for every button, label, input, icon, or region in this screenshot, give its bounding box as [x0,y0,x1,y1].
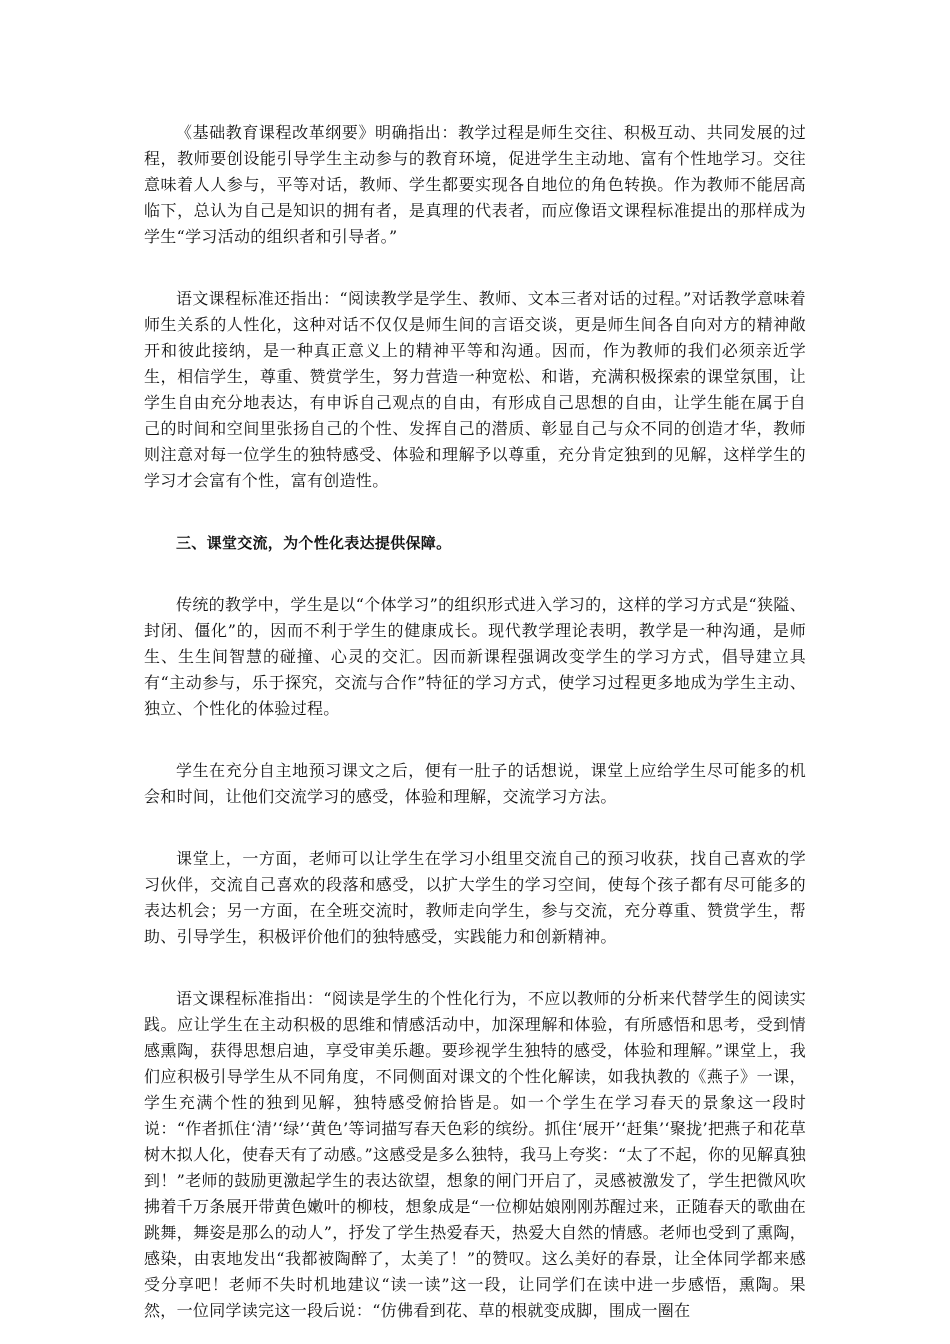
section-heading: 三、课堂交流，为个性化表达提供保障。 [176,534,452,552]
paragraph-curriculum-outline: 《基础教育课程改革纲要》明确指出：教学过程是师生交往、积极互动、共同发展的过程，教师要创设能引导学生主动参与的教育环境，促进学生主动地、富有个性地学习。交往意味着人人参与，平等对话，教师、学生都要实现各自地位的角色转换。作为教师不能居高临下，总认为自己是知识的拥有者，是真理的代表者，而应像语文课程标准提出的那样成为学生“学习活动的组织者和引导者。” [144,123,806,246]
paragraph-preview-exchange: 学生在充分自主地预习课文之后，便有一肚子的话想说，课堂上应给学生尽可能多的机会和时间，让他们交流学习的感受，体验和理解，交流学习方法。 [144,761,806,806]
paragraph-personalized-reading: 语文课程标准指出：“阅读是学生的个性化行为，不应以教师的分析来代替学生的阅读实践。应让学生在主动积极的思维和情感活动中，加深理解和体验，有所感悟和思考，受到情感熏陶，获得思想启迪，享受审美乐趣。要珍视学生独特的感受，体验和理解。”课堂上，我们应积极引导学生从不同角度，不同侧面对课文的个性化解读，如我执教的《燕子》一课，学生充满个性的独到见解，独特感受俯拾皆是。如一个学生在学习春天的景象这一段时说：“作者抓住‘清’‘绿’‘黄色’等词描写春天色彩的缤纷。抓住‘展开’‘赶集’‘聚拢’把燕子和花草树木拟人化，使春天有了动感。”这感受是多么独特，我马上夸奖：“太了不起，你的见解真独到！”老师的鼓励更激起学生的表达欲望，想象的闸门开启了，灵感被激发了，学生把微风吹拂着千万条展开带黄色嫩叶的柳枝，想象成是“一位柳姑娘刚刚苏醒过来，正随春天的歌曲在跳舞，舞姿是那么的动人”，抒发了学生热爱春天，热爱大自然的情感。老师也受到了熏陶，感染，由衷地发出“我都被陶醉了，太美了！”的赞叹。这么美好的春景，让全体同学都来感受分享吧！老师不失时机地建议“读一读”这一段，让同学们在读中进一步感悟，熏陶。果然，一位同学读完这一段后说：“仿佛看到花、草的根就变成脚，围成一圈在 [144,989,806,1320]
document-page [144,120,806,1324]
paragraph-classroom-exchange: 课堂上，一方面，老师可以让学生在学习小组里交流自己的预习收获，找自己喜欢的学习伙伴，交流自己喜欢的段落和感受，以扩大学生的学习空间，使每个孩子都有尽可能多的表达机会；另一方面，在全班交流时，教师走向学生，参与交流，充分尊重、赞赏学生，帮助、引导学生，积极评价他们的独特感受，实践能力和创新精神。 [144,849,806,946]
paragraph-traditional-teaching: 传统的教学中，学生是以“个体学习”的组织形式进入学习的，这样的学习方式是“狭隘、封闭、僵化”的，因而不利于学生的健康成长。现代教学理论表明，教学是一种沟通，是师生、生生间智慧的碰撞、心灵的交汇。因而新课程强调改变学生的学习方式，倡导建立具有“主动参与，乐于探究，交流与合作”特征的学习方式，使学习过程更多地成为学生主动、独立、个性化的体验过程。 [144,595,806,718]
paragraph-reading-dialogue: 语文课程标准还指出：“阅读教学是学生、教师、文本三者对话的过程。”对话教学意味着师生关系的人性化，这种对话不仅仅是师生间的言语交谈，更是师生间各自向对方的精神敞开和彼此接纳，是一种真正意义上的精神平等和沟通。因而，作为教师的我们必须亲近学生，相信学生，尊重、赞赏学生，努力营造一种宽松、和谐，充满积极探索的课堂氛围，让学生自由充分地表达，有申诉自己观点的自由，有形成自己思想的自由，让学生能在属于自己的时间和空间里张扬自己的个性、发挥自己的潜质、彰显自己与众不同的创造才华，教师则注意对每一位学生的独特感受、体验和理解予以尊重，充分肯定独到的见解，这样学生的学习才会富有个性，富有创造性。 [144,289,806,490]
